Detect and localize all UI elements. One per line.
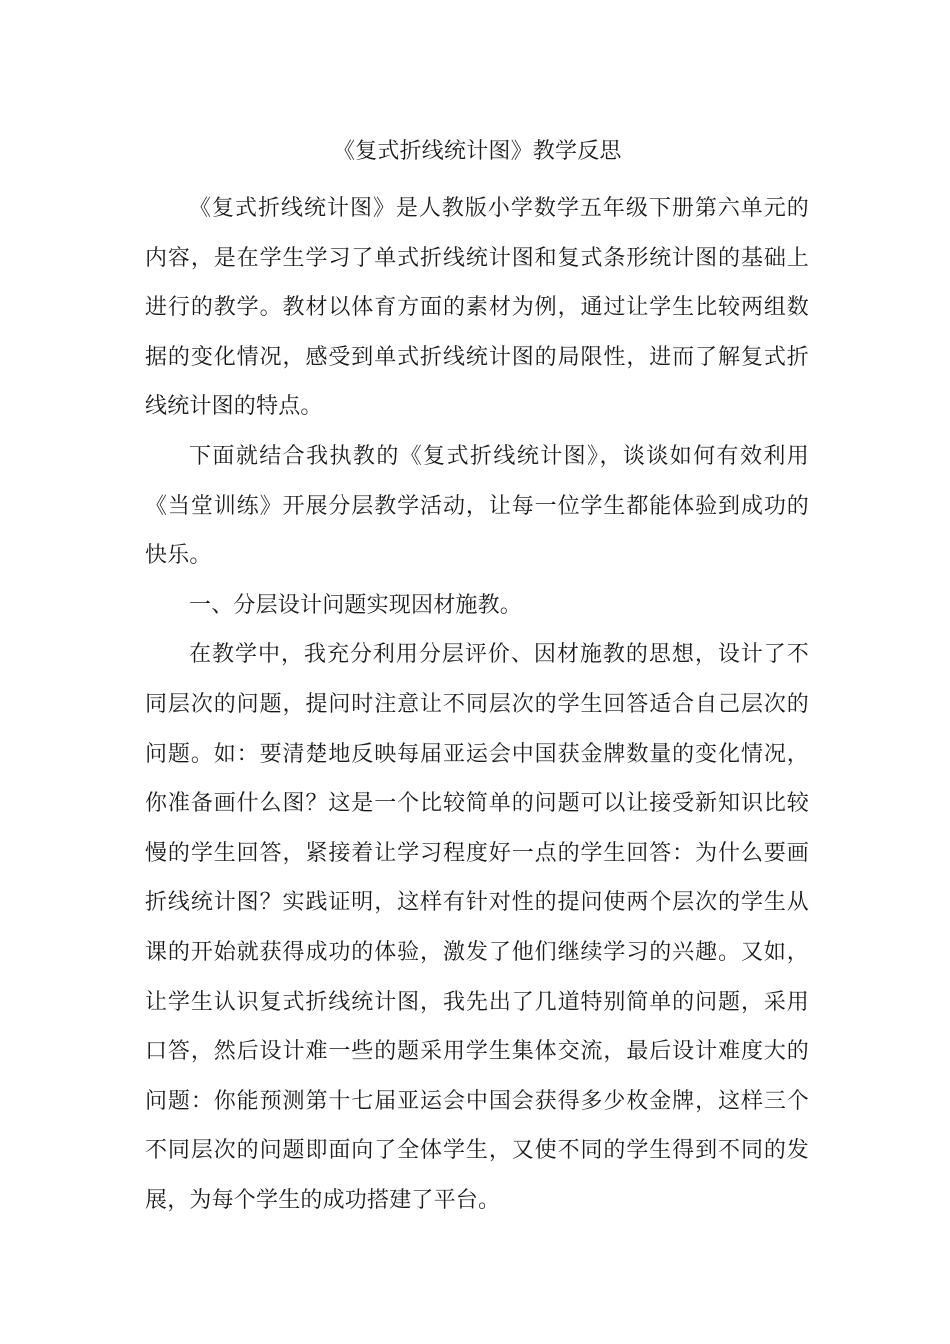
paragraph-purpose: 下面就结合我执教的《复式折线统计图》，谈谈如何有效利用《当堂训练》开展分层教学活动，让每一位学生都能体验到成功的快乐。: [145, 443, 809, 569]
section-heading-1: 一、分层设计问题实现因材施教。: [189, 592, 523, 618]
document-body: [145, 134, 809, 1225]
paragraph-section-1-body: 在教学中，我充分利用分层评价、因材施教的思想，设计了不同层次的问题，提问时注意让不同层次的学生回答适合自己层次的问题。如：要清楚地反映每届亚运会中国获金牌数量的变化情况，你准备画什么图？这是一个比较简单的问题可以让接受新知识比较慢的学生回答，紧接着让学习程度好一点的学生回答：为什么要画折线统计图？实践证明，这样有针对性的提问使两个层次的学生从课的开始就获得成功的体验，激发了他们继续学习的兴趣。又如，让学生认识复式折线统计图，我先出了几道特别简单的问题，采用口答，然后设计难一些的题采用学生集体交流，最后设计难度大的问题：你能预测第十七届亚运会中国会获得多少枚金牌，这样三个不同层次的问题即面向了全体学生，又使不同的学生得到不同的发展，为每个学生的成功搭建了平台。: [145, 642, 809, 1213]
paragraph-intro: 《复式折线统计图》是人教版小学数学五年级下册第六单元的内容，是在学生学习了单式折线统计图和复式条形统计图的基础上进行的教学。教材以体育方面的素材为例，通过让学生比较两组数据的变化情况，感受到单式折线统计图的局限性，进而了解复式折线统计图的特点。: [145, 196, 809, 420]
document-title: 《复式折线统计图》教学反思: [333, 139, 622, 164]
